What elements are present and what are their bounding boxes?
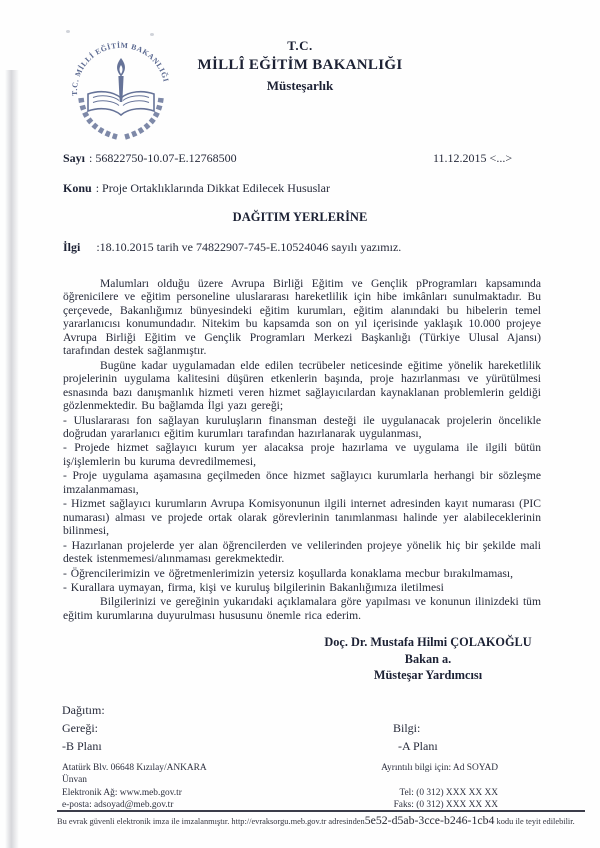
distribution-right [393, 719, 438, 755]
address-line: Elektronik Ağ: www.meb.gov.tr [62, 787, 182, 798]
verification-prefix: Bu evrak güvenli elektronik imza ile imzalanmıştır. http://evraksorgu.meb.gov.tr adresinden [57, 817, 365, 826]
contact-line: Ayrıntılı bilgi için: Ad SOYAD [381, 763, 498, 773]
body-bullet: - Projede hizmet sağlayıcı kurum yer alacaksa proje hazırlama ve uygulama ile ilgili bütün iş/işlemlerin bu kuruma devredilmemesi, [63, 441, 541, 468]
ministry-name: MİLLÎ EĞİTİM BAKANLIĞI [197, 57, 403, 73]
bilgi-label: Bilgi: [393, 721, 421, 735]
signatory-title-1: Bakan a. [404, 651, 452, 666]
contact-line: Tel: (0 312) XXX XX XX [399, 787, 498, 798]
sayi-row [63, 151, 237, 166]
body-paragraph: Bugüne kadar uygulamadan elde edilen tecrübeler neticesinde eğitime yönelik hareketlilik projelerinin uygulama kalitesini düşüren etkenlerin başında, proje hazırlanması ve yürütülmesi esnasında bazı danışmanlık hizmeti veren hizmet sağlayıcılardan kaynaklanan problemlerin geldiği gözlenmektedir. Bu bağlamda İlgi yazı gereği; [63, 358, 541, 413]
emblem-arc-text: T.C. MİLLİ EĞİTİM BAKANLIĞI [69, 40, 171, 96]
bilgi-value: -A Planı [398, 739, 438, 753]
scan-edge-shadow [5, 70, 19, 848]
letterhead [0, 38, 600, 94]
office-name: Müsteşarlık [266, 78, 334, 93]
body-bullet: - Hazırlanan projelerde yer alan öğrencilerden ve velilerinden projeye yönelik hiç bir şekilde mali destek istenmemesi/alınmaması gerekmektedir. [63, 538, 541, 566]
body-bullet: - Proje uygulama aşamasına geçilmeden önce hizmet sağlayıcı kurumlarla herhangi bir sözleşme imzalanmaması, [63, 469, 541, 496]
footer-address [62, 762, 207, 811]
ilgi-row [63, 240, 401, 255]
address-line: e-posta: adsoyad@meb.gov.tr [62, 799, 174, 810]
body-bullet: - Öğrencilerimizin ve öğretmenlerimizin yetersiz koşullarda konaklama mecbur bırakılmaması, [63, 566, 514, 580]
contact-line: Faks: (0 312) XXX XX XX [393, 799, 498, 810]
address-line: Ünvan [62, 775, 87, 786]
signature-block [296, 634, 560, 684]
geregi-value: -B Planı [62, 739, 102, 753]
konu-label: Konu [63, 181, 92, 195]
recipient-line: DAĞITIM YERLERİNE [232, 210, 368, 224]
sayi-label: Sayı [63, 151, 86, 165]
republic-label: T.C. [287, 38, 313, 53]
distribution-heading: Dağıtım: [62, 703, 105, 717]
body-bullet: - Uluslararası fon sağlayan kuruluşların finansman desteği ile uygulanacak projelerin öncelikle doğrudan yararlanıcı eğitim kurumları tarafından hazırlanarak uygulanması, [63, 413, 541, 440]
document-date: 11.12.2015 <...> [433, 151, 513, 165]
ilgi-label: İlgi [63, 240, 81, 254]
sayi-value: : 56822750-10.07-E.12768500 [89, 151, 237, 165]
footer-contact [300, 762, 498, 811]
letter-body [63, 277, 541, 622]
body-bullet: - Kurallara uymayan, firma, kişi ve kuruluş bilgilerinin Bakanlığımıza iletilmesi [63, 580, 444, 594]
contact-spacer [300, 774, 498, 786]
body-bullet: - Hizmet sağlayıcı kurumların Avrupa Komisyonunun ilgili internet adresinden kayıt numarası (PIC numarası) alması ve projede ortak olarak görevlerinin tanımlanması halinde yer alabileceklerinin bilinmesi, [63, 497, 541, 538]
konu-value: : Proje Ortaklıklarında Dikkat Edilecek Hususlar [95, 181, 330, 195]
geregi-label: Gereği: [62, 721, 98, 735]
verification-code: 5e52-d5ab-3cce-b246-1cb4 [364, 813, 495, 827]
scan-speck [66, 30, 70, 33]
distribution-left [62, 701, 105, 755]
verification-suffix: kodu ile teyit edilebilir. [494, 817, 575, 826]
signatory-name: Doç. Dr. Mustafa Hilmi ÇOLAKOĞLU [324, 635, 532, 649]
body-paragraph: Malumları olduğu üzere Avrupa Birliği Eğitim ve Gençlik pProgramları kapsamında öğrenicilere ve eğitim personeline uluslararası hareketlilik için hibe imkânları sunulmaktadır. Bu çerçevede, Bakanlığımız bünyesindeki eğitim kurumları, eğitim alanındaki bu hibelerin temel yararlanıcısı konumundadır. Nitekim bu kapsamda son on yıl içerisinde yaklaşık 10.000 projeye Avrupa Birliği Eğitim ve Gençlik Programları Merkezi Başkanlığı (Türkiye Ulusal Ajansı) tarafından destek sağlanmıştır. [63, 277, 541, 358]
footer-divider [57, 810, 585, 812]
verification-line [57, 813, 592, 828]
closing-paragraph: Bilgilerinizi ve gereğinin yukarıdaki açıklamalara göre yapılması ve konunun ilinizdeki tüm eğitim kurumlarına duyurulması hususunu önemle rica ederim. [63, 595, 541, 622]
signatory-title-2: Müsteşar Yardımcısı [373, 668, 483, 682]
ilgi-value: :18.10.2015 tarih ve 74822907-745-E.10524046 sayılı yazımız. [96, 240, 402, 254]
konu-row [63, 181, 330, 196]
address-line: Atatürk Blv. 06648 Kızılay/ANKARA [62, 763, 207, 773]
